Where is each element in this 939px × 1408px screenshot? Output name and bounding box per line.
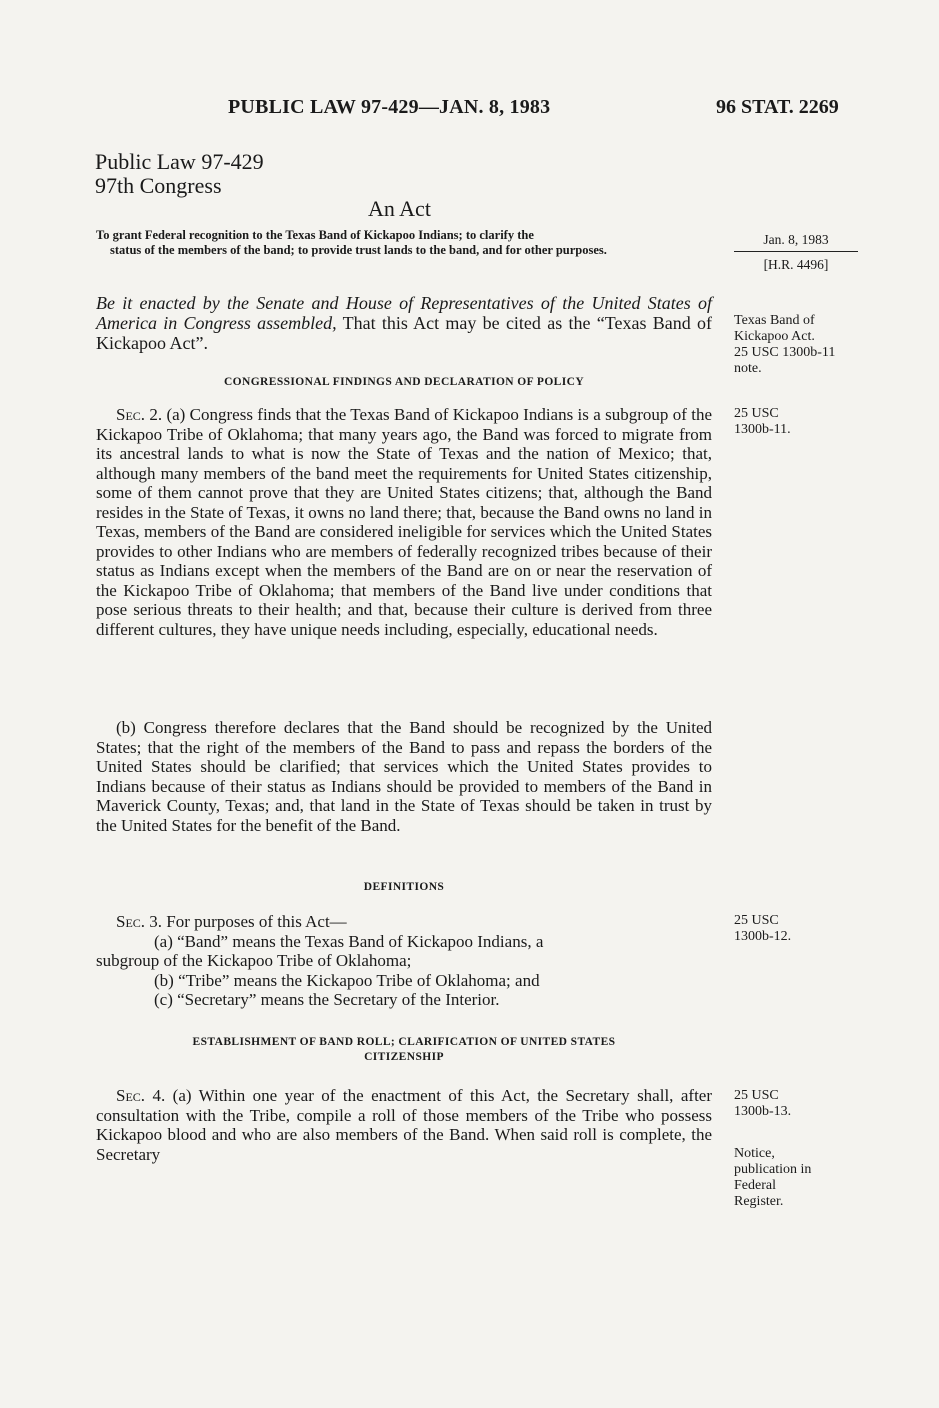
section-label: Sec. 2. xyxy=(116,405,163,424)
congress-number: 97th Congress xyxy=(95,173,222,198)
sidenote-notice xyxy=(734,1146,811,1210)
section-3-intro xyxy=(96,912,712,932)
sidenote-line: Kickapoo Act. xyxy=(734,329,815,344)
running-head-stat: 96 STAT. 2269 xyxy=(716,96,839,118)
heading-definitions: DEFINITIONS xyxy=(363,881,445,893)
law-number: Public Law 97-429 xyxy=(95,149,264,174)
heading-line: CITIZENSHIP xyxy=(364,1051,444,1063)
law-identification xyxy=(95,150,264,198)
sidenote-short-title xyxy=(734,313,835,377)
enacting-clause-italic: Be it enacted by the Senate and House of Representatives of the United States of America in Congress assembled, xyxy=(96,293,712,333)
definition-a-line-2: subgroup of the Kickapoo Tribe of Oklahoma; xyxy=(96,951,412,970)
enacting-clause-rest: That this Act may be cited as the “Texas Band of Kickapoo Act”. xyxy=(96,313,712,353)
heading-line: ESTABLISHMENT OF BAND ROLL; CLARIFICATION OF UNITED STATES xyxy=(192,1036,616,1048)
heading-findings: CONGRESSIONAL FINDINGS AND DECLARATION OF POLICY xyxy=(223,376,585,388)
sidenote-date-block xyxy=(734,230,858,274)
purpose-line-2: status of the members of the band; to provide trust lands to the band, and for other purposes. xyxy=(110,243,607,257)
sidenote-date: Jan. 8, 1983 xyxy=(763,232,829,247)
sidenote-line: 1300b-13. xyxy=(734,1104,792,1119)
sidenote-bill-number: [H.R. 4496] xyxy=(763,257,829,272)
sidenote-line: note. xyxy=(734,361,762,376)
section-label: Sec. 4. xyxy=(116,1086,166,1105)
sidenote-line: 1300b-12. xyxy=(734,929,792,944)
sidenote-line: Notice, xyxy=(734,1146,775,1161)
section-3 xyxy=(96,912,712,1010)
sidenote-line: 25 USC xyxy=(734,1088,779,1103)
definition-a-line-1: (a) “Band” means the Texas Band of Kickapoo Indians, a xyxy=(154,931,544,951)
purpose-clause xyxy=(96,228,712,258)
sidenote-line: Texas Band of xyxy=(734,313,815,328)
sidenote-line: 25 USC 1300b-11 xyxy=(734,345,836,360)
section-2-a xyxy=(96,405,712,639)
heading-band-roll xyxy=(96,1035,712,1065)
section-2-b: (b) Congress therefore declares that the Band should be recognized by the United States; that the right of the members of the Band to pass and repass the borders of the United States should be clarified; that services which the United States provides to Indians because of their status as Indians should be provided to members of the Band in Maverick County, Texas; and, that land in the State of Texas should be taken in trust by the United States for the benefit of the Band. xyxy=(96,718,712,835)
section-label: Sec. 3. xyxy=(116,912,163,931)
sidenote-line: publication in xyxy=(734,1162,812,1177)
sidenote-sec2 xyxy=(734,406,791,438)
act-title: An Act xyxy=(368,196,431,221)
running-head-title: PUBLIC LAW 97-429—JAN. 8, 1983 xyxy=(228,96,551,118)
sidenote-line: 25 USC xyxy=(734,406,779,421)
sidenote-line: Federal xyxy=(734,1178,776,1193)
section-3-intro-text: For purposes of this Act— xyxy=(162,912,347,931)
section-4-a xyxy=(96,1086,712,1164)
definition-b: (b) “Tribe” means the Kickapoo Tribe of Oklahoma; and xyxy=(154,970,540,990)
sidenote-divider xyxy=(734,251,858,252)
sidenote-line: 25 USC xyxy=(734,913,779,928)
section-2-a-text: (a) Congress finds that the Texas Band of Kickapoo Indians is a subgroup of the Kickapoo Tribe of Oklahoma; that many years ago, the Band was forced to migrate from its ancestral lands to what is now the State of Texas and the nation of Mexico; that, although many members of the band meet the requirements for United States citizenship, some of them cannot prove that they are United States citizens; that, although the Band resides in the State of Texas, it owns no land there; that, because the Band owns no land in Texas, members of the Band are considered ineligible for services which the United States provides to other Indians who are members of federally recognized tribes because of their status as Indians except when the members of the Band are on or near the reservation of the Kickapoo Tribe of Oklahoma; that members of the Band live under conditions that pose serious threats to their health; and that, because their culture is derived from three different cultures, they have unique needs including, especially, educational needs. xyxy=(96,405,712,639)
sidenote-line: 1300b-11. xyxy=(734,422,791,437)
enacting-clause xyxy=(96,293,712,353)
sidenote-sec4 xyxy=(734,1088,791,1120)
definition-c: (c) “Secretary” means the Secretary of the Interior. xyxy=(154,990,500,1009)
sidenote-sec3 xyxy=(734,913,791,945)
section-4-a-text: (a) Within one year of the enactment of this Act, the Secretary shall, after consultation with the Tribe, compile a roll of those members of the Tribe who possess Kickapoo blood and who are also members of the Band. When said roll is complete, the Secretary xyxy=(96,1086,712,1164)
purpose-line-1: To grant Federal recognition to the Texas Band of Kickapoo Indians; to clarify the xyxy=(96,228,534,242)
sidenote-line: Register. xyxy=(734,1194,784,1209)
